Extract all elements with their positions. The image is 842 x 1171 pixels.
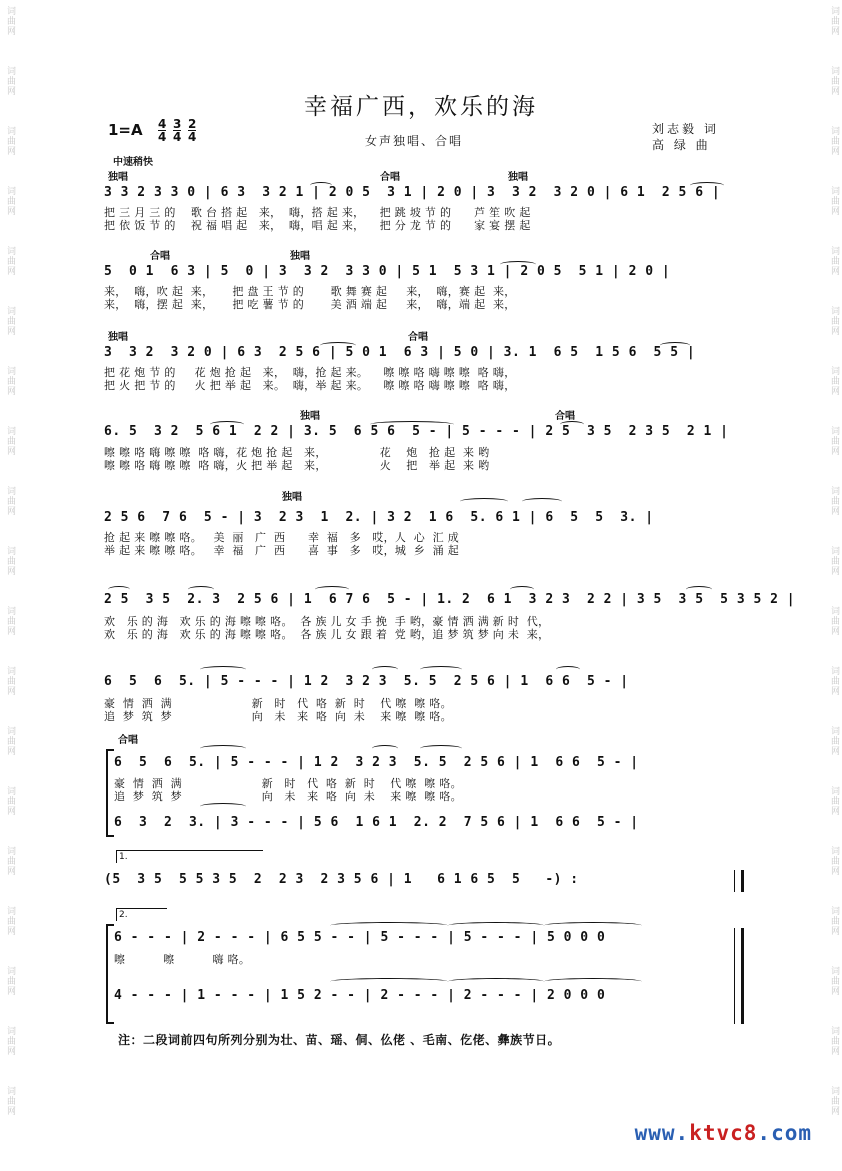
notation-line-upper: 6 5 6 5. | 5 - - - | 1 2 3 2 3 5. 5 2 5 6 | 1 6 6 5 - | [114, 755, 639, 770]
watermark-text: 词曲网 [5, 606, 15, 636]
final-barline [734, 928, 744, 1024]
watermark-text: 词曲网 [5, 966, 15, 996]
watermark-text: 词曲网 [5, 66, 15, 96]
lyrics-verse-2: 嚓 嚓 咯 嗨 嚓 嚓 咯 嗨，火 把 举 起 来， 火 把 举 起 来 哟 [104, 459, 490, 472]
watermark-text: 词曲网 [5, 366, 15, 396]
notation-line-upper: 6 - - - | 2 - - - | 6 5 5 - - | 5 - - - | 5 - - - | 5 0 0 0 [114, 930, 606, 945]
watermark-text: 词曲网 [829, 366, 839, 396]
site-logo[interactable] [635, 1121, 812, 1145]
voice-mark: 独唱 [300, 411, 320, 422]
slur [522, 498, 562, 505]
watermark-text: 词曲网 [829, 666, 839, 696]
slur [420, 666, 462, 673]
watermark-text: 词曲网 [5, 6, 15, 36]
voice-mark: 独唱 [108, 332, 128, 343]
watermark-text: 词曲网 [829, 906, 839, 936]
watermark-text: 词曲网 [5, 426, 15, 456]
watermark-text: 词曲网 [829, 546, 839, 576]
meter-2-4: 2 4 [188, 117, 197, 144]
lyrics-verse-1: 豪 情 洒 满 新 时 代 咯 新 时 代 嚓 嚓 咯。 [104, 697, 452, 710]
lyrics-verse-2: 举 起 来 嚓 嚓 咯。 幸 福 广 西 喜 事 多 哎，城 乡 涌 起 [104, 544, 460, 557]
watermark-text: 词曲网 [829, 6, 839, 36]
watermark-text: 词曲网 [829, 186, 839, 216]
watermark-text: 词曲网 [829, 846, 839, 876]
watermark-text: 词曲网 [829, 786, 839, 816]
lyrics-verse-1: 来， 嗨，吹 起 来， 把 盘 王 节 的 歌 舞 赛 起 来， 嗨，赛 起 来， [104, 285, 516, 298]
voice-mark: 独唱 [108, 172, 128, 183]
lyrics-verse-1: 欢 乐 的 海 欢 乐 的 海 嚓 嚓 咯。 各 族 儿 女 手 挽 手 哟，豪 情 洒 满 新 时 代， [104, 615, 550, 628]
system-bracket [106, 749, 108, 837]
lyrics-verse-1: 嚓 嚓 咯 嗨 嚓 嚓 咯 嗨，花 炮 抢 起 来， 花 炮 抢 起 来 哟 [104, 446, 490, 459]
notation-line: 2 5 3 5 2. 3 2 5 6 | 1 6 7 6 5 - | 1. 2 6 1 3 2 3 2 2 | 3 5 3 5 5 3 5 2 | [104, 592, 796, 607]
watermark-text: 词曲网 [5, 906, 15, 936]
slur [372, 745, 398, 752]
notation-line: 6. 5 3 2 5 6 1 2 2 | 3. 5 6 5 6 5 - | 5 - - - | 2 5 3 5 2 3 5 2 1 | [104, 424, 729, 439]
footnote: 注：二段词前四句所列分别为壮、苗、瑶、侗、仫佬 、毛南、仡佬、彝族节日。 [118, 1033, 561, 1047]
slur [448, 978, 544, 985]
voice-mark: 合唱 [150, 251, 170, 262]
voice-mark: 独唱 [282, 492, 302, 503]
slur [448, 922, 544, 929]
slur [544, 922, 642, 929]
lyrics-verse-2: 把 火 把 节 的 火 把 举 起 来。 嗨，举 起 来。 嚓 嚓 咯 嗨 嚓 嚓 咯 嗨， [104, 379, 516, 392]
watermark-text: 词曲网 [829, 426, 839, 456]
lyrics-verse-2: 把 依 饭 节 的 祝 福 唱 起 来， 嗨，唱 起 来， 把 分 龙 节 的 家 宴 摆 起 [104, 219, 531, 232]
voice-mark: 独唱 [508, 172, 528, 183]
song-title: 幸福广西，欢乐的海 [304, 94, 538, 120]
watermark-text: 词曲网 [829, 966, 839, 996]
slur [330, 978, 448, 985]
watermark-text: 词曲网 [829, 606, 839, 636]
voice-mark: 合唱 [555, 411, 575, 422]
watermark-text: 词曲网 [5, 786, 15, 816]
watermark-right [826, 0, 840, 1171]
site-suffix: .com [757, 1121, 812, 1145]
notation-line: (5 3 5 5 5 3 5 2 2 3 2 3 5 6 | 1 6 1 6 5 5 -) : [104, 872, 579, 887]
slur [556, 666, 580, 673]
watermark-text: 词曲网 [829, 1086, 839, 1116]
lyrics-line: 嚓 嚓 嗨 咯。 [114, 953, 251, 966]
site-brand: ktvc8 [689, 1121, 758, 1145]
slur [420, 745, 462, 752]
voice-mark: 独唱 [290, 251, 310, 262]
voice-mark: 合唱 [408, 332, 428, 343]
lyrics-verse-2: 来， 嗨，摆 起 来， 把 吃 薯 节 的 美 酒 端 起 来， 嗨，端 起 来， [104, 298, 516, 311]
watermark-text: 词曲网 [5, 846, 15, 876]
watermark-text: 词曲网 [5, 126, 15, 156]
slur [372, 666, 398, 673]
notation-line: 2 5 6 7 6 5 - | 3 2 3 1 2. | 3 2 1 6 5. 6 1 | 6 5 5 3. | [104, 510, 654, 525]
watermark-text: 词曲网 [5, 246, 15, 276]
lyrics-verse-1: 抢 起 来 嚓 嚓 咯。 美 丽 广 西 幸 福 多 哎，人 心 汇 成 [104, 531, 460, 544]
watermark-text: 词曲网 [5, 486, 15, 516]
slur [200, 666, 246, 673]
meter-3-4: 3 4 [173, 117, 182, 144]
lyrics-verse-2: 追 梦 筑 梦 向 未 来 咯 向 未 来 嚓 嚓 咯。 [114, 790, 462, 803]
watermark-text: 词曲网 [5, 1086, 15, 1116]
system-bracket [106, 924, 108, 1024]
lyrics-verse-2: 欢 乐 的 海 欢 乐 的 海 嚓 嚓 咯。 各 族 儿 女 跟 着 党 哟，追 梦 筑 梦 向 未 来， [104, 628, 550, 641]
lyricist-credit: 刘志毅 词 [652, 122, 719, 136]
lyrics-verse-1: 把 花 炮 节 的 花 炮 抢 起 来， 嗨，抢 起 来。 嚓 嚓 咯 嗨 嚓 嚓 咯 嗨， [104, 366, 516, 379]
watermark-text: 词曲网 [5, 546, 15, 576]
watermark-text: 词曲网 [5, 666, 15, 696]
notation-line: 3 3 2 3 3 0 | 6 3 3 2 1 | 2 0 5 3 1 | 2 0 | 3 3 2 3 2 0 | 6 1 2 5 6 | [104, 185, 721, 200]
notation-line-lower: 6 3 2 3. | 3 - - - | 5 6 1 6 1 2. 2 7 5 6 | 1 6 6 5 - | [114, 815, 639, 830]
watermark-text: 词曲网 [5, 726, 15, 756]
voice-mark: 合唱 [118, 735, 138, 746]
slur [460, 498, 508, 505]
watermark-text: 词曲网 [829, 1026, 839, 1056]
notation-line: 3 3 2 3 2 0 | 6 3 2 5 6 | 5 0 1 6 3 | 5 0 | 3. 1 6 5 1 5 6 5 5 | [104, 345, 696, 360]
watermark-text: 词曲网 [829, 126, 839, 156]
watermark-text: 词曲网 [829, 726, 839, 756]
lyrics-verse-2: 追 梦 筑 梦 向 未 来 咯 向 未 来 嚓 嚓 咯。 [104, 710, 452, 723]
slur [330, 922, 448, 929]
composer-credit: 高 绿 曲 [652, 138, 711, 152]
watermark-text: 词曲网 [829, 246, 839, 276]
voice-mark: 合唱 [380, 172, 400, 183]
site-prefix: www. [634, 1121, 690, 1145]
key-signature: 1=A [108, 121, 143, 139]
notation-line: 5 0 1 6 3 | 5 0 | 3 3 2 3 3 0 | 5 1 5 3 1 | 2 0 5 5 1 | 2 0 | [104, 264, 671, 279]
watermark-text: 词曲网 [5, 186, 15, 216]
performance-subtitle: 女声独唱、合唱 [365, 134, 464, 148]
watermark-text: 词曲网 [829, 306, 839, 336]
notation-line-lower: 4 - - - | 1 - - - | 1 5 2 - - | 2 - - - | 2 - - - | 2 0 0 0 [114, 988, 606, 1003]
slur [200, 803, 246, 810]
repeat-end-barline [734, 870, 744, 892]
slur [544, 978, 642, 985]
tempo-marking: 中速稍快 [113, 157, 153, 168]
watermark-text: 词曲网 [5, 306, 15, 336]
volta-first-ending: 1. [116, 850, 263, 863]
notation-line: 6 5 6 5. | 5 - - - | 1 2 3 2 3 5. 5 2 5 6 | 1 6 6 5 - | [104, 674, 629, 689]
slur [200, 745, 246, 752]
watermark-text: 词曲网 [5, 1026, 15, 1056]
watermark-left [2, 0, 16, 1171]
volta-second-ending: 2. [116, 908, 167, 921]
watermark-text: 词曲网 [829, 486, 839, 516]
lyrics-verse-1: 豪 情 洒 满 新 时 代 咯 新 时 代 嚓 嚓 咯。 [114, 777, 462, 790]
meter-4-4: 4 4 [158, 117, 167, 144]
lyrics-verse-1: 把 三 月 三 的 歌 台 搭 起 来， 嗨，搭 起 来， 把 跳 坡 节 的 芦 笙 吹 起 [104, 206, 531, 219]
watermark-text: 词曲网 [829, 66, 839, 96]
